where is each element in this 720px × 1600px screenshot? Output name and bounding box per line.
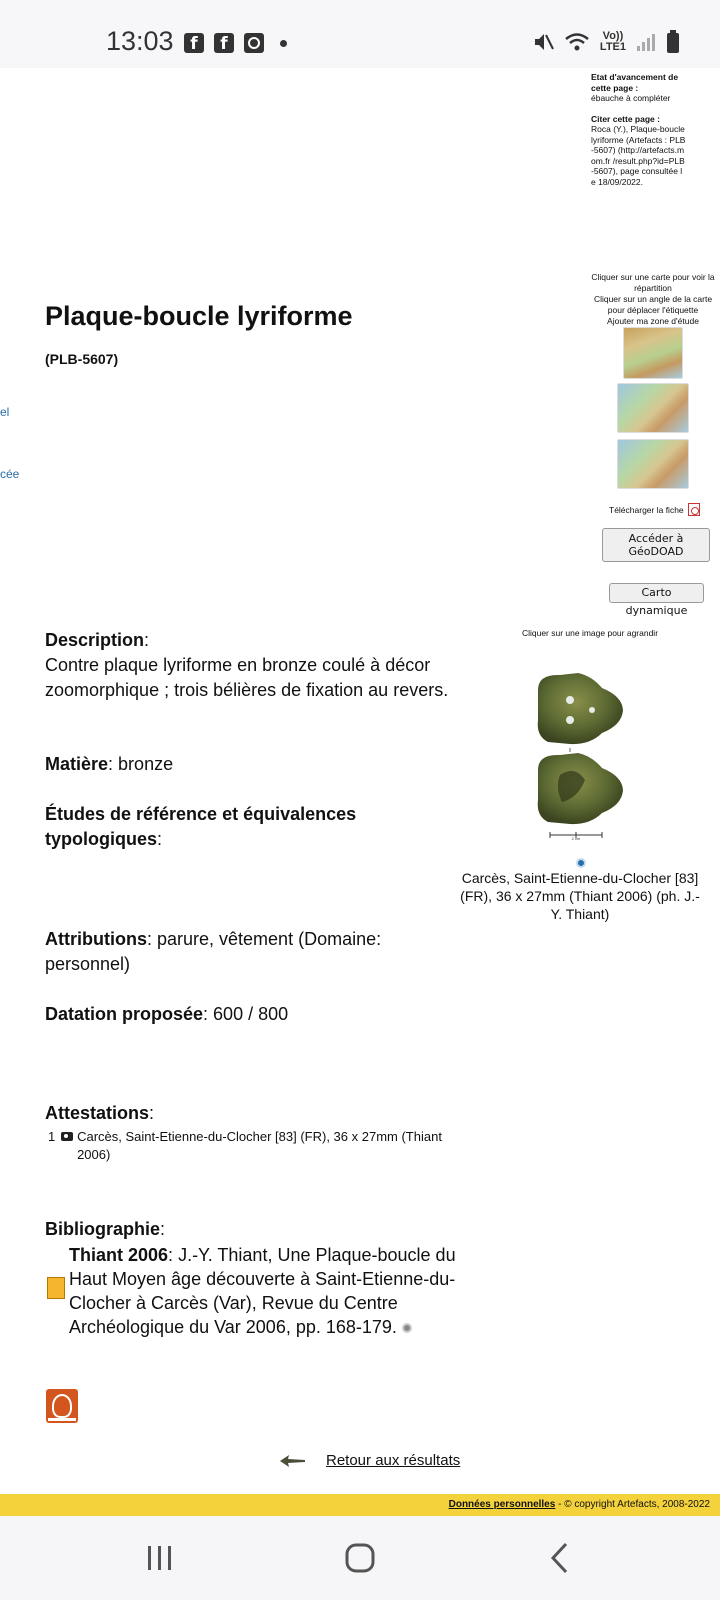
scale-label: 2 cm (571, 836, 581, 840)
clock-app-icon (244, 33, 264, 53)
datation-section: Datation proposée: 600 / 800 (45, 1004, 289, 1024)
facebook-icon: f (184, 33, 204, 53)
attestations-section: Attestations: (45, 1103, 155, 1123)
attestation-item[interactable] (48, 1128, 448, 1164)
carto-dynamique-button[interactable]: Carto dynamique (609, 583, 704, 603)
attestation-text: Carcès, Saint-Etienne-du-Clocher [83] (FR), 36 x 27mm (Thiant 2006) (77, 1129, 442, 1162)
signal-icon (636, 31, 656, 53)
copyright-text: - © copyright Artefacts, 2008-2022 (555, 1499, 710, 1510)
facebook-icon: f (214, 33, 234, 53)
recent-apps-icon[interactable] (100, 1516, 220, 1600)
download-label: Télécharger la fiche (609, 504, 684, 515)
cite-value: Roca (Y.), Plaque-boucle lyriforme (Artefacts : PLB-5607) (http://artefacts.mom.fr /result.php?id=PLB-5607), page consultée le 18/09/2022. (591, 124, 686, 187)
description-label: Description (45, 630, 145, 650)
mute-icon (532, 31, 554, 53)
bibliographie-label: Bibliographie (45, 1219, 161, 1239)
description-section: Description: Contre plaque lyriforme en bronze coulé à décor zoomorphique ; trois bélières de fixation au revers. (45, 630, 449, 700)
cite-label: Citer cette page : (591, 113, 660, 124)
attributions-value: parure, vêtement (Domaine: personnel) (45, 929, 382, 974)
map-thumbnail-europe[interactable] (617, 383, 689, 433)
sidebar-info (591, 72, 686, 187)
status-value: ébauche à compléter (591, 93, 671, 103)
etudes-label: Études de référence et équivalences typologiques (45, 804, 357, 849)
status-bar (0, 0, 720, 68)
attributions-label: Attributions (45, 929, 147, 949)
add-study-zone-link[interactable]: Ajouter ma zone d'étude (607, 316, 699, 326)
description-text: Contre plaque lyriforme en bronze coulé à décor zoomorphique ; trois bélières de fixation au revers. (45, 655, 449, 700)
image-caption: Carcès, Saint-Etienne-du-Clocher [83] (FR), 36 x 27mm (Thiant 2006) (ph. J.-Y. Thiant) (460, 870, 700, 922)
map-hint-distribution: Cliquer sur une carte pour voir la répartition (591, 272, 715, 293)
dot-icon (280, 40, 287, 47)
view-icon[interactable] (576, 858, 586, 868)
matiere-value: bronze (118, 754, 174, 774)
battery-icon (666, 30, 680, 54)
map-thumbnail-france[interactable] (623, 327, 683, 379)
back-arrow-icon[interactable] (280, 1454, 306, 1468)
centre-logo[interactable] (46, 1389, 78, 1423)
footer (0, 1494, 720, 1516)
attributions-section: Attributions: parure, vêtement (Domaine: personnel) (45, 929, 382, 974)
datation-value: 600 / 800 (213, 1004, 289, 1024)
map-hint-label: Cliquer sur un angle de la carte pour déplacer l'étiquette (593, 294, 713, 315)
back-icon[interactable] (500, 1516, 620, 1600)
image-hint: Cliquer sur une image pour agrandir (521, 628, 659, 638)
back-to-results-link[interactable]: Retour aux résultats (326, 1452, 461, 1469)
map-thumbnail-europe-wide[interactable] (617, 439, 689, 489)
bibliography-entry: Thiant 2006: J.-Y. Thiant, Une Plaque-boucle du Haut Moyen âge découverte à Saint-Etienne-du-Clocher à Carcès (Var), Revue du Centre Archéologique du Var 2006, pp. 168-179. (69, 1245, 456, 1337)
wifi-icon (564, 31, 590, 53)
status-time: 13:03 (106, 26, 174, 56)
artefact-photo[interactable] (530, 670, 630, 840)
network-type: LTE1 (599, 41, 626, 53)
camera-icon[interactable] (61, 1132, 73, 1141)
personal-data-link[interactable]: Données personnelles (448, 1499, 556, 1510)
attestation-number: 1 (48, 1129, 56, 1144)
map-hints (588, 272, 718, 327)
page-title: Plaque-boucle lyriforme (45, 301, 353, 331)
bibliography-author: Thiant 2006 (69, 1245, 169, 1265)
bibliography-marker (47, 1277, 65, 1299)
page-id: (PLB-5607) (45, 351, 119, 367)
matiere-label: Matière (45, 754, 109, 774)
attestations-label: Attestations (45, 1103, 150, 1123)
bibliographie-section: Bibliographie: (45, 1219, 166, 1239)
download-sheet-link[interactable] (609, 503, 700, 516)
status-label: Etat d'avancement de cette page : (591, 72, 679, 93)
datation-label: Datation proposée (45, 1004, 204, 1024)
home-icon[interactable] (300, 1516, 420, 1600)
back-to-results[interactable] (280, 1452, 460, 1469)
etudes-section: Études de référence et équivalences typologiques: (45, 804, 357, 849)
android-nav-bar (0, 1516, 720, 1600)
matiere-section: Matière: bronze (45, 754, 174, 774)
geodoad-button[interactable]: Accéder à GéoDOAD (602, 528, 710, 562)
side-link-cut[interactable]: el (0, 405, 10, 419)
view-icon[interactable] (402, 1323, 412, 1333)
bibliography-text: J.-Y. Thiant, Une Plaque-boucle du Haut Moyen âge découverte à Saint-Etienne-du-Clocher à Carcès (Var), Revue du Centre Archéologique du Var 2006, pp. 168-179. (69, 1245, 456, 1337)
pdf-icon[interactable] (688, 503, 700, 516)
side-link-cut[interactable]: cée (0, 467, 20, 481)
network-label: Vo)) (602, 30, 624, 42)
